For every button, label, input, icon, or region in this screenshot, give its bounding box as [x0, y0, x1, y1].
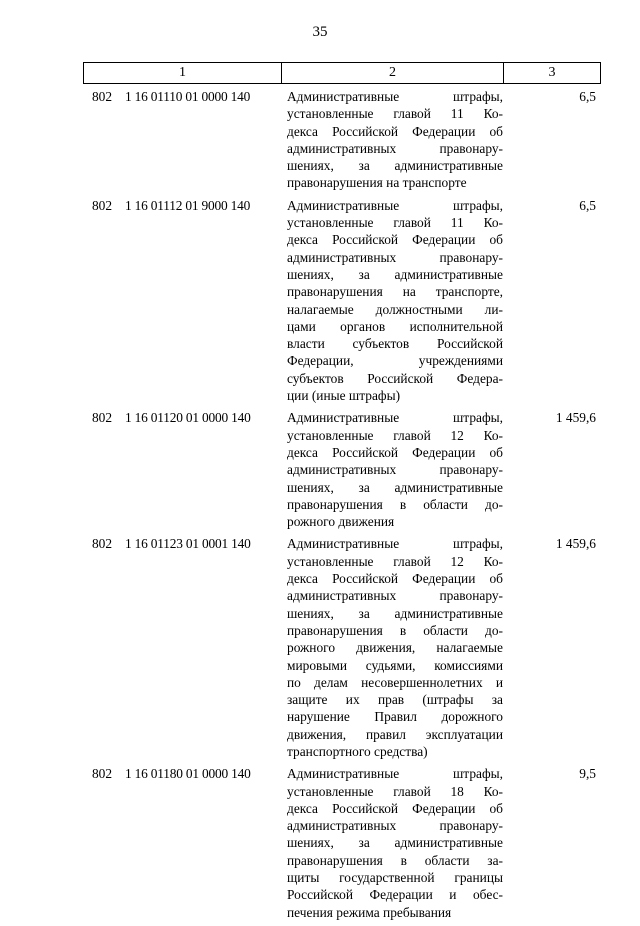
description-line: установленные главой 18 Ко-	[287, 783, 503, 799]
description-line: Административные штрафы,	[287, 89, 503, 104]
description-line: печения режима пребывания	[287, 904, 452, 920]
admin-code-cell: 802	[91, 766, 113, 782]
column-header-3: 3	[504, 63, 601, 84]
description-cell	[283, 535, 503, 760]
description-line: по делам несовершеннолетних и	[287, 674, 503, 690]
description-line: Административные штрафы,	[287, 536, 503, 552]
admin-code-cell: 802	[91, 89, 113, 104]
description-line: установленные главой 12 Ко-	[287, 553, 503, 569]
column-header-1: 1	[84, 63, 282, 84]
page-number: 35	[312, 24, 328, 40]
table-header	[83, 62, 601, 84]
budget-code-cell: 1 16 01123 01 0001 140	[125, 536, 251, 552]
description-line: Административные штрафы,	[287, 197, 503, 213]
budget-code-cell: 1 16 01110 01 0000 140	[125, 89, 251, 104]
description-line: установленные главой 11 Ко-	[287, 106, 503, 122]
table-row	[83, 409, 600, 530]
description-line: защите их прав (штрафы за	[287, 692, 503, 708]
description-line: налагаемые должностными ли-	[287, 301, 503, 317]
description-line: декса Российской Федерации об	[287, 123, 503, 139]
description-line: Административные штрафы,	[287, 410, 503, 426]
description-cell	[283, 409, 503, 530]
description-line: цами органов исполнительной	[287, 318, 503, 334]
description-line: административных правонару-	[287, 249, 503, 265]
description-line: субъектов Российской Федера-	[287, 370, 503, 386]
description-line: правонарушения в области до-	[287, 496, 503, 512]
admin-code-cell: 802	[91, 197, 113, 213]
description-line: шениях, за административные	[287, 158, 503, 174]
description-line: правонарушения в области за-	[287, 852, 503, 868]
description-line: Российской Федерации и обес-	[287, 887, 503, 903]
table-body	[83, 88, 600, 926]
description-line: Федерации, учреждениями	[287, 353, 503, 369]
description-cell	[283, 197, 503, 405]
description-line: шениях, за административные	[287, 835, 503, 851]
table-row	[83, 88, 600, 192]
description-line: нарушение Правил дорожного	[287, 709, 503, 725]
description-line: правонарушения на транспорте	[287, 175, 467, 191]
table-row	[83, 535, 600, 760]
description-line: декса Российской Федерации об	[287, 232, 503, 248]
description-line: установленные главой 12 Ко-	[287, 427, 503, 443]
table-row	[83, 765, 600, 921]
description-line: рожного движения	[287, 514, 395, 530]
description-line: рожного движения, налагаемые	[287, 640, 503, 656]
description-line: административных правонару-	[287, 818, 503, 834]
description-cell	[283, 88, 503, 192]
description-line: административных правонару-	[287, 588, 503, 604]
amount-cell: 1 459,6	[555, 536, 596, 552]
description-line: шениях, за административные	[287, 479, 503, 495]
description-line: Административные штрафы,	[287, 766, 503, 782]
budget-code-cell: 1 16 01112 01 9000 140	[125, 197, 251, 213]
budget-code-cell: 1 16 01180 01 0000 140	[125, 766, 251, 782]
budget-code-cell: 1 16 01120 01 0000 140	[125, 410, 251, 426]
amount-cell: 6,5	[579, 89, 596, 104]
description-line: установленные главой 11 Ко-	[287, 215, 503, 231]
description-line: щиты государственной границы	[287, 870, 503, 886]
description-line: правонарушения на транспорте,	[287, 284, 503, 300]
amount-cell: 1 459,6	[555, 410, 596, 426]
description-line: ции (иные штрафы)	[287, 388, 401, 404]
amount-cell: 9,5	[579, 766, 596, 782]
amount-cell: 6,5	[579, 197, 596, 213]
description-line: административных правонару-	[287, 140, 503, 156]
description-line: декса Российской Федерации об	[287, 571, 503, 587]
admin-code-cell: 802	[91, 536, 113, 552]
description-line: шениях, за административные	[287, 266, 503, 282]
admin-code-cell: 802	[91, 410, 113, 426]
description-line: декса Российской Федерации об	[287, 800, 503, 816]
description-line: правонарушения в области до-	[287, 622, 503, 638]
description-line: транспортного средства)	[287, 743, 428, 759]
description-line: шениях, за административные	[287, 605, 503, 621]
description-line: движения, правил эксплуатации	[287, 726, 503, 742]
description-cell	[283, 765, 503, 921]
description-line: административных правонару-	[287, 462, 503, 478]
table-row	[83, 197, 600, 405]
description-line: декса Российской Федерации об	[287, 444, 503, 460]
description-line: мировыми судьями, комиссиями	[287, 657, 503, 673]
column-header-2: 2	[282, 63, 504, 84]
description-line: власти субъектов Российской	[287, 336, 503, 352]
